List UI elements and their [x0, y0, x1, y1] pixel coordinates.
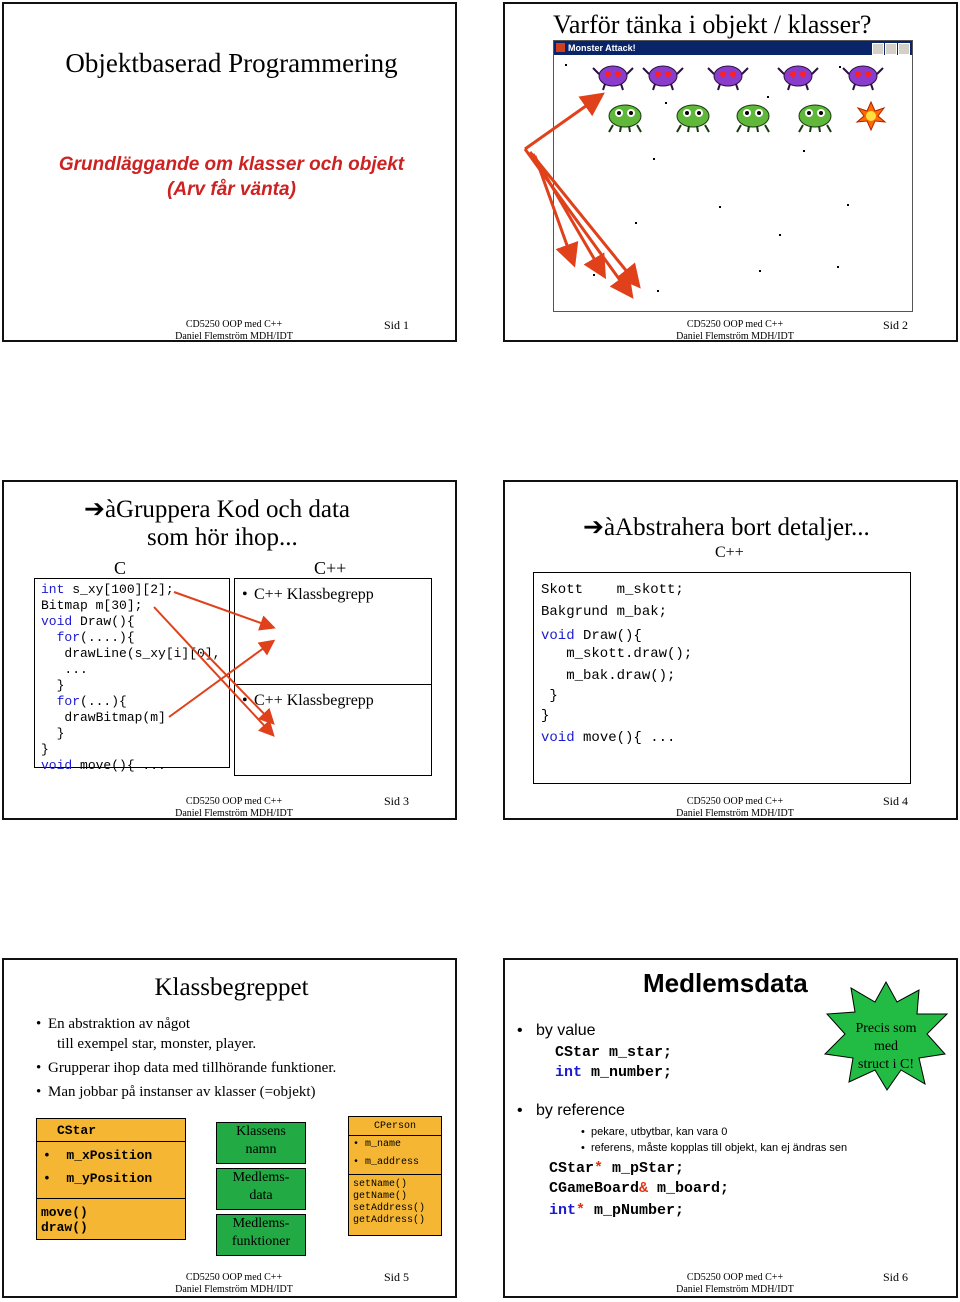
label-text: funktioner: [231, 1234, 291, 1249]
cstar-method: draw(): [41, 1220, 88, 1235]
footer-course: [585, 1272, 885, 1296]
cperson-name: CPerson: [373, 1121, 416, 1132]
by-reference-heading: [517, 1102, 625, 1120]
footer-course-name: CD5250 OOP med C++: [686, 319, 784, 330]
label-text: namn: [245, 1142, 277, 1157]
footer-course: [84, 1272, 384, 1296]
kw-void: void: [541, 730, 575, 746]
code-line: }: [541, 688, 558, 704]
slide-4: [503, 480, 958, 820]
page-number: Sid 4: [883, 794, 909, 808]
code-line: void move(){ ...: [41, 758, 166, 773]
kw-int: int: [555, 1064, 583, 1081]
bullet-icon: •: [36, 1060, 42, 1076]
ref-code-1: [549, 1160, 684, 1177]
field-text: m_address: [365, 1157, 420, 1168]
code-text: m_board;: [648, 1180, 730, 1197]
slide-1-title: Objektbaserad Programmering: [65, 48, 398, 78]
bullet-item: [36, 1014, 336, 1034]
footer-author: Daniel Flemström MDH/IDT: [676, 331, 794, 342]
burst-line: med: [873, 1039, 899, 1054]
ref-sub-1: [581, 1126, 727, 1138]
field-text: m_name: [365, 1139, 402, 1150]
code-line: }: [41, 742, 49, 757]
cstar-name-row: [37, 1119, 185, 1142]
cperson-field: • m_address: [353, 1157, 420, 1168]
label-medlemsfunktioner: [216, 1214, 306, 1256]
footer-author: Daniel Flemström MDH/IDT: [175, 1284, 293, 1295]
col-c-label: C: [114, 558, 127, 578]
bullet-text: C++ Klassbegrepp: [254, 586, 374, 603]
label-text: data: [249, 1188, 273, 1203]
code-symbol: *: [594, 1160, 604, 1177]
arrow-icon: ➔: [84, 496, 105, 523]
value-code-2: [555, 1064, 672, 1081]
cperson-field: • m_name: [353, 1139, 402, 1150]
page-number: Sid 2: [883, 318, 909, 332]
slide-3-title-2: som hör ihop...: [147, 524, 298, 551]
burst-text: [846, 1020, 926, 1074]
code-symbol: &: [639, 1180, 649, 1197]
code-line: ...: [41, 662, 88, 677]
bullet-icon: •: [581, 1126, 591, 1138]
slide-1-subtitle-2: (Arv får vänta): [167, 179, 296, 200]
heading-text: by reference: [535, 1102, 625, 1119]
slide-5-title: Klassbegreppet: [154, 974, 309, 1001]
grouping-arrows: [4, 482, 459, 822]
code-line: drawBitmap(m]: [41, 710, 166, 725]
footer-course: [585, 319, 885, 343]
kw-for: for: [56, 630, 81, 645]
bullet-icon: •: [517, 1102, 536, 1119]
slide-5: [2, 958, 457, 1298]
cstar-methods: [37, 1199, 185, 1235]
field-text: m_yPosition: [66, 1171, 153, 1186]
footer-author: Daniel Flemström MDH/IDT: [175, 808, 293, 819]
col-cpp-label: C++: [715, 544, 744, 561]
code-text: m_number;: [582, 1064, 673, 1081]
bullet-icon: •: [36, 1084, 42, 1100]
footer-course: [84, 796, 384, 820]
slide-4-title: [583, 512, 870, 542]
cperson-fields: [349, 1136, 441, 1175]
slide-6-title: Medlemsdata: [643, 968, 808, 998]
code-line: Bakgrund m_bak;: [541, 604, 668, 620]
cperson-method: setName(): [353, 1179, 408, 1190]
code-line: drawLine(s_xy[i][0],: [41, 646, 221, 661]
page-number: Sid 5: [384, 1270, 410, 1284]
code-symbol: *: [576, 1202, 586, 1219]
cperson-class-box: [348, 1116, 442, 1236]
code-line: }: [541, 708, 550, 724]
cperson-name-row: [349, 1117, 441, 1136]
footer-author: Daniel Flemström MDH/IDT: [676, 1284, 794, 1295]
bullet-list: [36, 1014, 336, 1102]
label-text: Medlems-: [232, 1170, 290, 1185]
kw-int: int: [41, 582, 65, 597]
code-line: m_skott.draw();: [541, 646, 693, 662]
footer-course-name: CD5250 OOP med C++: [185, 1272, 283, 1283]
bullet-icon: •: [517, 1022, 536, 1039]
slide-6: [503, 958, 958, 1298]
footer-course: [84, 319, 384, 343]
code-line: void Draw(){: [541, 628, 642, 644]
code-line: m_bak.draw();: [541, 668, 676, 684]
kw-for: for: [56, 694, 81, 709]
arrow-icon: ➔: [583, 514, 604, 541]
value-code-1: CStar m_star;: [555, 1044, 673, 1061]
ref-code-3: [549, 1202, 684, 1219]
label-text: Klassens: [236, 1124, 286, 1139]
bullet-text: till exempel star, monster, player.: [57, 1036, 257, 1052]
bullet-item: [36, 1082, 336, 1102]
bullet-icon: •: [242, 692, 248, 709]
slide-4-title-text: àAbstrahera bort detaljer...: [603, 514, 870, 541]
label-text: Medlems-: [232, 1216, 290, 1231]
bullet-icon: •: [242, 586, 248, 603]
kw-int: int: [549, 1202, 577, 1219]
code-text: m_pNumber;: [585, 1202, 685, 1219]
label-medlemsdata: [216, 1168, 306, 1210]
cperson-methods: [349, 1175, 441, 1227]
label-klassens-namn: [216, 1122, 306, 1164]
bullet-item: [36, 1058, 336, 1078]
code-line: }: [41, 726, 65, 741]
ref-sub-2: [581, 1142, 847, 1154]
code-text: s_xy[100][2];: [72, 582, 174, 597]
slide-2: [503, 2, 958, 342]
footer-course-name: CD5250 OOP med C++: [686, 796, 784, 807]
footer-author: Daniel Flemström MDH/IDT: [676, 808, 794, 819]
cperson-method: getName(): [353, 1191, 408, 1202]
kw-void: void: [541, 628, 575, 644]
code-line: for(...){: [56, 694, 127, 709]
burst-line: struct i C!: [858, 1057, 914, 1072]
code-text: CStar: [549, 1160, 595, 1177]
slide-2-title: Varför tänka i objekt / klasser?: [553, 10, 872, 39]
cstar-class-box: [36, 1118, 186, 1240]
by-value-heading: [517, 1022, 596, 1040]
slide-1-subtitle-1: Grundläggande om klasser och objekt: [58, 154, 405, 175]
red-arrows: [505, 4, 960, 344]
code-line: Skott m_skott;: [541, 582, 684, 598]
code-line: void Draw(){: [41, 614, 135, 629]
cperson-method: getAddress(): [353, 1215, 426, 1226]
footer-author: Daniel Flemström MDH/IDT: [175, 331, 293, 342]
bullet-text: En abstraktion av något: [48, 1016, 191, 1032]
bullet-icon: •: [581, 1142, 591, 1154]
heading-text: by value: [535, 1022, 596, 1039]
cstar-field: • m_xPosition: [43, 1148, 153, 1163]
code-text: m_pStar;: [603, 1160, 685, 1177]
burst-line: Precis som: [855, 1021, 917, 1036]
cstar-method: move(): [41, 1205, 88, 1220]
footer-course: [585, 796, 885, 820]
bullet-icon: •: [36, 1016, 42, 1032]
footer-course-name: CD5250 OOP med C++: [185, 319, 283, 330]
window-title: Monster Attack!: [568, 43, 636, 53]
kw-void: void: [41, 758, 73, 773]
page-number: Sid 1: [384, 318, 410, 332]
code-line: }: [41, 678, 65, 693]
page-number: Sid 6: [883, 1270, 909, 1284]
cstar-fields: [37, 1148, 185, 1199]
kw-void: void: [41, 614, 73, 629]
footer-course-name: CD5250 OOP med C++: [686, 1272, 784, 1283]
sub-text: referens, måste kopplas till objekt, kan ej ändras sen: [590, 1142, 848, 1154]
code-text: CGameBoard: [549, 1180, 640, 1197]
footer-course-name: CD5250 OOP med C++: [185, 796, 283, 807]
bullet-text: C++ Klassbegrepp: [254, 692, 374, 709]
slide-3: [2, 480, 457, 820]
cstar-field: • m_yPosition: [43, 1171, 153, 1186]
field-text: m_xPosition: [66, 1148, 153, 1163]
code-line: for(....){: [56, 630, 135, 645]
page-number: Sid 3: [384, 794, 410, 808]
sub-text: pekare, utbytbar, kan vara 0: [590, 1126, 728, 1138]
slide-3-title-text: àGruppera Kod och data: [104, 496, 350, 523]
cstar-name: CStar: [57, 1123, 97, 1138]
bullet-text: Grupperar ihop data med tillhörande funktioner.: [48, 1060, 337, 1076]
cperson-method: setAddress(): [353, 1203, 426, 1214]
col-cpp-label: C++: [314, 558, 347, 578]
code-line: Bitmap m[30];: [41, 598, 143, 613]
ref-code-2: [549, 1180, 729, 1197]
code-line: void move(){ ...: [541, 730, 676, 746]
bullet-item-cont: [36, 1034, 336, 1054]
bullet-text: Man jobbar på instanser av klasser (=objekt): [48, 1084, 316, 1100]
slide-1: [2, 2, 457, 342]
